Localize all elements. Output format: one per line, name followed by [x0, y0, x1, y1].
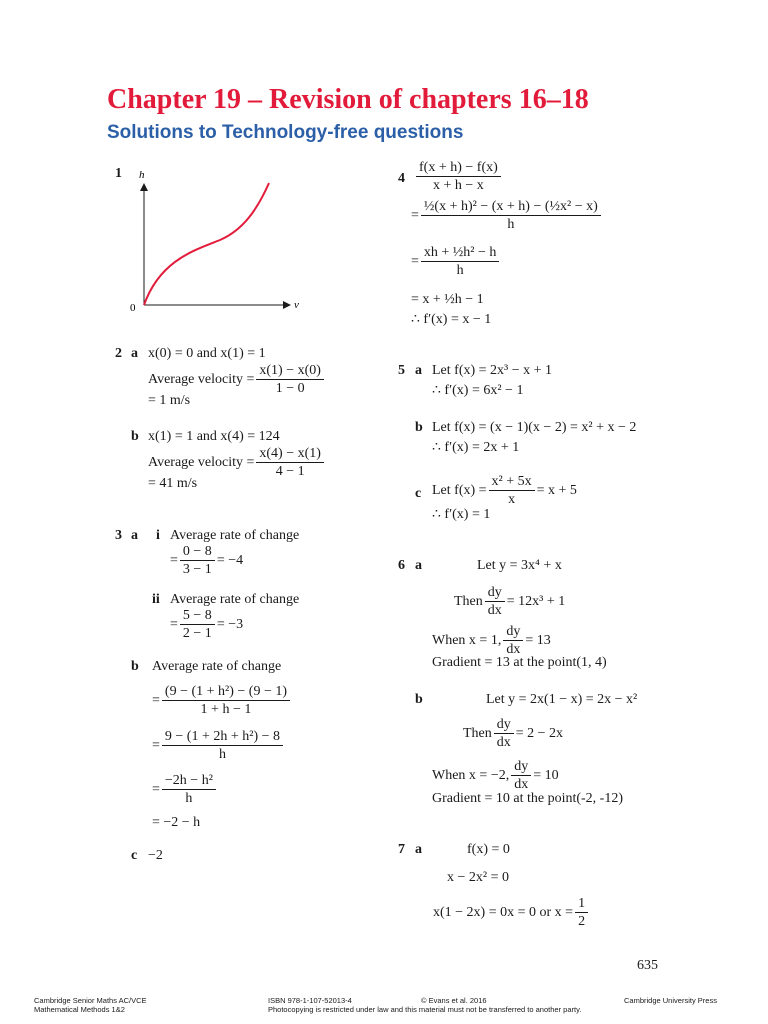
- q5b-line2: ∴ f′(x) = 2x + 1: [432, 440, 520, 455]
- q6a-line2: Then $\frac{dy}{dx}$ = 12x³ + 1: [454, 585, 566, 618]
- q4-step1: = $\frac{\text{½(x + h)² − (x + h) − (½x² − x)}}{h}$: [411, 199, 603, 232]
- q3c-answer: −2: [148, 848, 163, 863]
- fraction: $\frac{\text{½(x + h)² − (x + h) − (½x² − x)}}{h}$: [421, 199, 601, 232]
- q2a-result: = 1 m/s: [148, 393, 191, 408]
- label: Average velocity =: [148, 371, 255, 387]
- fraction: $\frac{\text{9 − (1 + 2h + h²) − 8}}{h}$: [162, 729, 283, 762]
- fraction: $\frac{dy}{dx}$: [511, 759, 531, 792]
- q3ai-label: Average rate of change: [170, 528, 300, 543]
- q3b-step2: = $\frac{\text{9 − (1 + 2h + h²) − 8}}{h}$: [152, 729, 285, 762]
- q1-graph: [125, 165, 310, 320]
- part-label: a: [131, 528, 138, 543]
- q4-step2: = $\frac{\text{xh + ½h² − h}}{h}$: [411, 245, 501, 278]
- q2b-average-velocity: [148, 446, 326, 479]
- q7a-line1: f(x) = 0: [467, 842, 510, 857]
- part-label: a: [415, 363, 422, 378]
- part-label: b: [415, 420, 423, 435]
- part-label: a: [415, 558, 422, 573]
- part-label: b: [415, 692, 423, 707]
- q2b-result: = 41 m/s: [148, 476, 198, 491]
- q2b-line1: x(1) = 1 and x(4) = 124: [148, 429, 280, 444]
- question-number-1: 1: [115, 166, 122, 181]
- fraction: $\frac{x(1) - x(0)}{1 - 0}$: [256, 363, 324, 396]
- question-number-5: 5: [398, 363, 405, 378]
- part-label: c: [415, 486, 422, 501]
- q6b-line3: When x = −2, $\frac{dy}{dx}$ = 10: [432, 759, 559, 792]
- q5a-line1: Let f(x) = 2x³ − x + 1: [432, 363, 553, 378]
- part-label: a: [415, 842, 422, 857]
- q7a-line2: x − 2x² = 0: [447, 870, 509, 885]
- fraction: $\frac{dy}{dx}$: [485, 585, 505, 618]
- fraction: $\frac{f(x + h) - f(x)}{x + h - x}$: [416, 160, 501, 193]
- q6a-line4: Gradient = 13 at the point(1, 4): [432, 655, 607, 670]
- fraction: $\frac{\text{x² + 5x}}{x}$: [489, 474, 535, 507]
- q2a-average-velocity: [148, 363, 326, 396]
- chapter-title: Chapter 19 – Revision of chapters 16–18: [107, 84, 589, 115]
- part-label: c: [131, 848, 138, 863]
- q6b-line2: Then $\frac{dy}{dx}$ = 2 − 2x: [463, 717, 564, 750]
- question-number-7: 7: [398, 842, 405, 857]
- q3b-step3: = $\frac{\text{−2h − h²}}{h}$: [152, 773, 218, 806]
- fraction: $\frac{5 - 8}{2 - 1}$: [180, 608, 215, 641]
- question-number-4: 4: [398, 171, 405, 186]
- fraction: $\frac{dy}{dx}$: [503, 624, 523, 657]
- q3aii-calc: = $\frac{5 - 8}{2 - 1}$ = −3: [170, 608, 244, 641]
- question-number-2: 2: [115, 346, 122, 361]
- fraction: $\frac{dy}{dx}$: [494, 717, 514, 750]
- footer-copyright: © Evans et al. 2016: [421, 996, 487, 1005]
- question-number-6: 6: [398, 558, 405, 573]
- question-number-3: 3: [115, 528, 122, 543]
- page-number: 635: [637, 958, 658, 973]
- footer-notice: Photocopying is restricted under law and this material must not be transferred to another party.: [268, 1005, 582, 1014]
- label: Average velocity =: [148, 454, 255, 470]
- q2a-line1: x(0) = 0 and x(1) = 1: [148, 346, 266, 361]
- fraction: $\frac{\text{−2h − h²}}{h}$: [162, 773, 216, 806]
- section-subtitle: Solutions to Technology-free questions: [107, 122, 464, 143]
- q6b-line4: Gradient = 10 at the point(-2, -12): [432, 791, 624, 806]
- q5a-line2: ∴ f′(x) = 6x² − 1: [432, 383, 524, 398]
- part-label: a: [131, 346, 138, 361]
- q3b-label: Average rate of change: [152, 659, 282, 674]
- q4-step3: = x + ½h − 1: [411, 292, 484, 307]
- fraction: $\frac{0 - 8}{3 - 1}$: [180, 544, 215, 577]
- q6a-line3: When x = 1, $\frac{dy}{dx}$ = 13: [432, 624, 551, 657]
- q6a-line1: Let y = 3x⁴ + x: [477, 558, 562, 573]
- curve: [144, 183, 269, 305]
- part-label: b: [131, 429, 139, 444]
- q3aii-label: Average rate of change: [170, 592, 300, 607]
- fraction: $\frac{\text{(9 − (1 + h²) − (9 − 1)}}{1 + h - 1}$: [162, 684, 290, 717]
- fraction: $\frac{\text{xh + ½h² − h}}{h}$: [421, 245, 500, 278]
- q3b-result: = −2 − h: [152, 815, 201, 830]
- part-label: b: [131, 659, 139, 674]
- y-axis-label: h: [139, 169, 145, 181]
- q6b-line1: Let y = 2x(1 − x) = 2x − x²: [486, 692, 638, 707]
- footer-book-title: Cambridge Senior Maths AC/VCE Mathematical Methods 1&2: [34, 996, 147, 1014]
- q4-difference-quotient: [414, 160, 503, 193]
- x-axis-label: v: [294, 299, 299, 311]
- fraction: $\frac{1}{2}$: [575, 896, 588, 929]
- footer-isbn: ISBN 978-1-107-52013-4: [268, 996, 352, 1005]
- q5b-line1: Let f(x) = (x − 1)(x − 2) = x² + x − 2: [432, 420, 637, 435]
- footer-publisher: Cambridge University Press: [624, 996, 717, 1005]
- q4-result: ∴ f′(x) = x − 1: [411, 312, 492, 327]
- fraction: $\frac{x(4) - x(1)}{4 - 1}$: [256, 446, 324, 479]
- q3ai-calc: = $\frac{0 - 8}{3 - 1}$ = −4: [170, 544, 244, 577]
- q3b-step1: = $\frac{\text{(9 − (1 + h²) − (9 − 1)}}{1 + h - 1}$: [152, 684, 292, 717]
- subpart-label: i: [156, 528, 160, 543]
- subpart-label: ii: [152, 592, 160, 607]
- q5c-line2: ∴ f′(x) = 1: [432, 507, 491, 522]
- q5c-line1: Let f(x) = $\frac{\text{x² + 5x}}{x}$ = x + 5: [432, 474, 577, 507]
- origin-label: 0: [130, 302, 136, 314]
- q7a-line3: x(1 − 2x) = 0x = 0 or x = $\frac{1}{2}$: [433, 896, 590, 929]
